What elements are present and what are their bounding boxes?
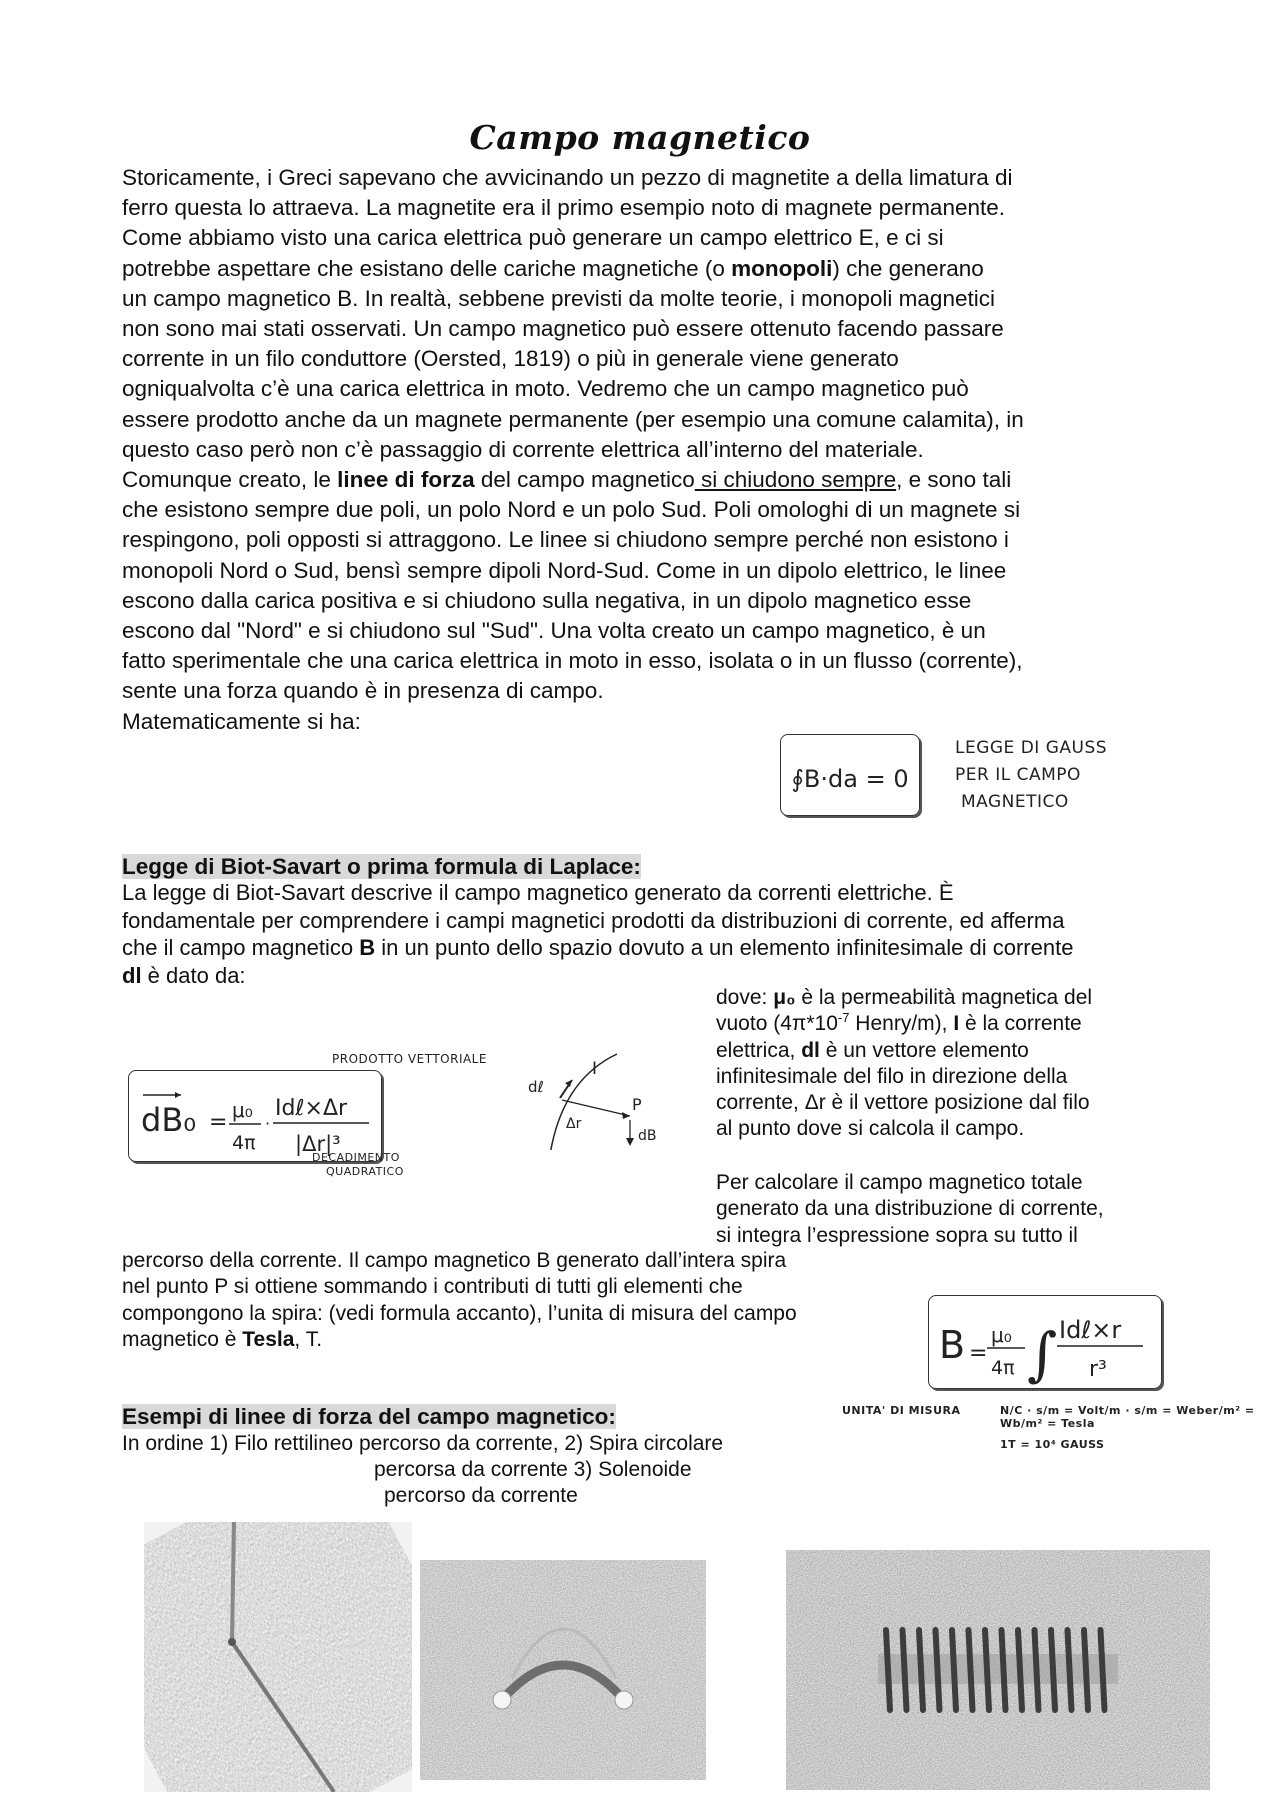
continuation-line: compongono la spira: (vedi formula accanto), l’unita di misura del campo: [122, 1301, 797, 1325]
intro-line: escono dal "Nord" e si chiudono sul "Sud". Una volta creato un campo magnetico, è un: [122, 618, 986, 644]
total-line: si integra l’espressione sopra su tutto il: [716, 1223, 1078, 1247]
sketch-label-I: I: [592, 1059, 598, 1079]
gauss-formula-text: ∮B·da = 0: [791, 765, 909, 793]
biot-coef-den: 4π: [232, 1132, 256, 1154]
page-title: Campo magnetico: [469, 118, 811, 157]
continuation-line: nel punto P si ottiene sommando i contributi di tutti gli elementi che: [122, 1275, 743, 1299]
biot-paragraph: [122, 879, 1073, 989]
dove-paragraph: [716, 985, 1092, 1143]
solenoid-coil: [1018, 1630, 1022, 1710]
annot-decay-line: DECADIMENTO: [312, 1151, 400, 1164]
solenoid-coil: [1002, 1630, 1006, 1710]
solenoid-filings: [786, 1550, 1210, 1790]
integral-formula: [929, 1296, 1161, 1388]
total-line: generato da una distribuzione di corrente,: [716, 1197, 1104, 1221]
svg-text:=: =: [209, 1110, 228, 1135]
integral-coef-num: μ₀: [991, 1323, 1012, 1347]
examples-line: percorso da corrente: [384, 1484, 578, 1507]
circular-loop-field-photo: [420, 1560, 706, 1780]
integral-num: Idℓ×r: [1059, 1316, 1122, 1344]
dove-line: corrente, Δr è il vettore posizione dal filo: [716, 1091, 1090, 1115]
annot-decay-line: QUADRATICO: [326, 1165, 404, 1178]
solenoid-coil: [936, 1630, 940, 1710]
dove-line: dove: μ₀ è la permeabilità magnetica del: [716, 986, 1093, 1009]
intro-line: sente una forza quando è in presenza di campo.: [122, 678, 604, 704]
svg-text:∫: ∫: [1027, 1320, 1058, 1388]
intro-line: potrebbe aspettare che esistano delle cariche magnetiche (o monopoli) che generano: [122, 255, 984, 281]
solenoid-coil: [886, 1630, 890, 1710]
biot-line: La legge di Biot-Savart descrive il campo magnetico generato da correnti elettriche. È: [122, 880, 954, 905]
examples-heading-text: Esempi di linee di forza del campo magnetico:: [122, 1404, 616, 1429]
examples-heading: [122, 1402, 616, 1432]
intro-line: ferro questa lo attraeva. La magnetite era il primo esempio noto di magnete permanente.: [122, 195, 1006, 221]
sketch-label-dB: dB: [638, 1128, 657, 1144]
solenoid-coil: [1035, 1630, 1039, 1710]
solenoid-coil: [1051, 1630, 1055, 1710]
solenoid-coil: [952, 1630, 956, 1710]
continuation-line: percorso della corrente. Il campo magnetico B generato dall’intera spira: [122, 1249, 787, 1272]
intro-line: Matematicamente si ha:: [122, 708, 361, 734]
dove-line: vuoto ($4\pi*10^{-7}$ Henry/m), I è la corrente: [716, 1010, 1082, 1036]
gauss-note-line: MAGNETICO: [961, 792, 1069, 812]
dove-line: al punto dove si calcola il campo.: [716, 1117, 1025, 1141]
solenoid-coil: [1084, 1630, 1088, 1710]
gauss-note: [955, 735, 1107, 816]
intro-line: monopoli Nord o Sud, bensì sempre dipoli Nord-Sud. Come in un dipolo elettrico, le linee: [122, 557, 1007, 583]
units-gauss: 1T = 10⁴ GAUSS: [1000, 1438, 1105, 1451]
intro-line: un campo magnetico B. In realtà, sebbene previsti da molte teorie, i monopoli magnetici: [122, 285, 995, 311]
intro-line: Come abbiamo visto una carica elettrica può generare un campo elettrico E, e ci si: [122, 225, 944, 251]
biot-formula-box: [128, 1070, 382, 1162]
continuation-line: magnetico è Tesla, T.: [122, 1327, 323, 1351]
intro-line: corrente in un filo conduttore (Oersted, 1819) o più in generale viene generato: [122, 346, 899, 372]
biot-den: |Δr|³: [295, 1132, 341, 1156]
biot-heading-text: Legge di Biot-Savart o prima formula di Laplace:: [122, 854, 641, 879]
biot-line: fondamentale per comprendere i campi magnetici prodotti da distribuzioni di corrente, ed afferma: [122, 907, 1065, 933]
continuation-paragraph: [122, 1248, 797, 1353]
sketch-label-dl: dℓ: [528, 1078, 544, 1096]
gauss-formula: [781, 735, 919, 815]
total-field-paragraph: [716, 1170, 1104, 1249]
gauss-formula-box: [780, 734, 920, 816]
intro-line: escono dalla carica positiva e si chiudono sulla negativa, in un dipolo magnetico esse: [122, 587, 972, 613]
biot-lhs: dB₀: [141, 1101, 197, 1139]
units-label: UNITA' DI MISURA: [842, 1404, 961, 1417]
intro-line: non sono mai stati osservati. Un campo magnetico può essere ottenuto facendo passare: [122, 316, 1004, 342]
examples-line: In ordine 1) Filo rettilineo percorso da corrente, 2) Spira circolare: [122, 1432, 724, 1455]
current-element-sketch: [522, 1040, 672, 1150]
intro-line: essere prodotto anche da un magnete permanente (per esempio una comune calamita), in: [122, 406, 1024, 432]
dove-line: elettrica, dl è un vettore elemento: [716, 1038, 1029, 1062]
biot-line: che il campo magnetico B in un punto dello spazio dovuto a un elemento infinitesimale di corrente: [122, 935, 1074, 960]
gauss-note-line: PER IL CAMPO: [955, 765, 1081, 785]
integral-formula-box: [928, 1295, 1162, 1389]
sketch-label-P: P: [632, 1095, 642, 1114]
integral-den: r³: [1089, 1357, 1107, 1382]
biot-heading: [122, 852, 641, 882]
annot-decay: [312, 1151, 404, 1179]
dove-line: infinitesimale del filo in direzione della: [716, 1064, 1068, 1088]
solenoid-coil: [919, 1630, 923, 1710]
intro-line: questo caso però non c’è passaggio di corrente elettrica all’interno del materiale.: [122, 436, 924, 462]
intro-line: Storicamente, i Greci sapevano che avvicinando un pezzo di magnetite a della limatura di: [122, 165, 1013, 190]
solenoid-coil: [1101, 1630, 1105, 1710]
loop-filings: [420, 1560, 706, 1780]
solenoid-coil: [903, 1630, 907, 1710]
integral-coef-den: 4π: [991, 1357, 1015, 1379]
biot-formula: [129, 1071, 381, 1161]
straight-wire-filings: [144, 1522, 412, 1792]
total-line: Per calcolare il campo magnetico totale: [716, 1171, 1083, 1194]
straight-wire-field-photo: [144, 1522, 412, 1792]
svg-text:=: =: [969, 1341, 988, 1366]
intro-line: Comunque creato, le linee di forza del campo magnetico si chiudono sempre, e sono tali: [122, 467, 1012, 493]
svg-text:·: ·: [265, 1114, 271, 1133]
intro-paragraph: [122, 163, 1024, 737]
intro-line: respingono, poli opposti si attraggono. Le linee si chiudono sempre perché non esistono i: [122, 527, 1009, 553]
solenoid-coil: [985, 1630, 989, 1710]
intro-line: fatto sperimentale che una carica elettrica in moto in esso, isolata o in un flusso (corrente),: [122, 648, 1023, 674]
sketch-label-dr: Δr: [566, 1116, 582, 1132]
biot-num: Idℓ×Δr: [275, 1096, 348, 1121]
annot-cross-product: PRODOTTO VETTORIALE: [332, 1052, 487, 1066]
biot-coef-num: μ₀: [232, 1098, 253, 1122]
intro-line: che esistono sempre due poli, un polo Nord e un polo Sud. Poli omologhi di un magnete si: [122, 497, 1021, 523]
examples-line: percorsa da corrente 3) Solenoide: [374, 1458, 692, 1481]
solenoid-coil: [1068, 1630, 1072, 1710]
biot-line: dl è dato da:: [122, 962, 246, 988]
units-formula: N/C · s/m = Volt/m · s/m = Weber/m² = Wb/m² = Tesla: [1000, 1404, 1255, 1430]
intro-line: ogniqualvolta c’è una carica elettrica in moto. Vedremo che un campo magnetico può: [122, 376, 969, 402]
integral-lhs: B: [939, 1323, 966, 1367]
gauss-note-line: LEGGE DI GAUSS: [955, 738, 1108, 758]
solenoid-field-photo: [786, 1550, 1210, 1790]
solenoid-coil: [969, 1630, 973, 1710]
